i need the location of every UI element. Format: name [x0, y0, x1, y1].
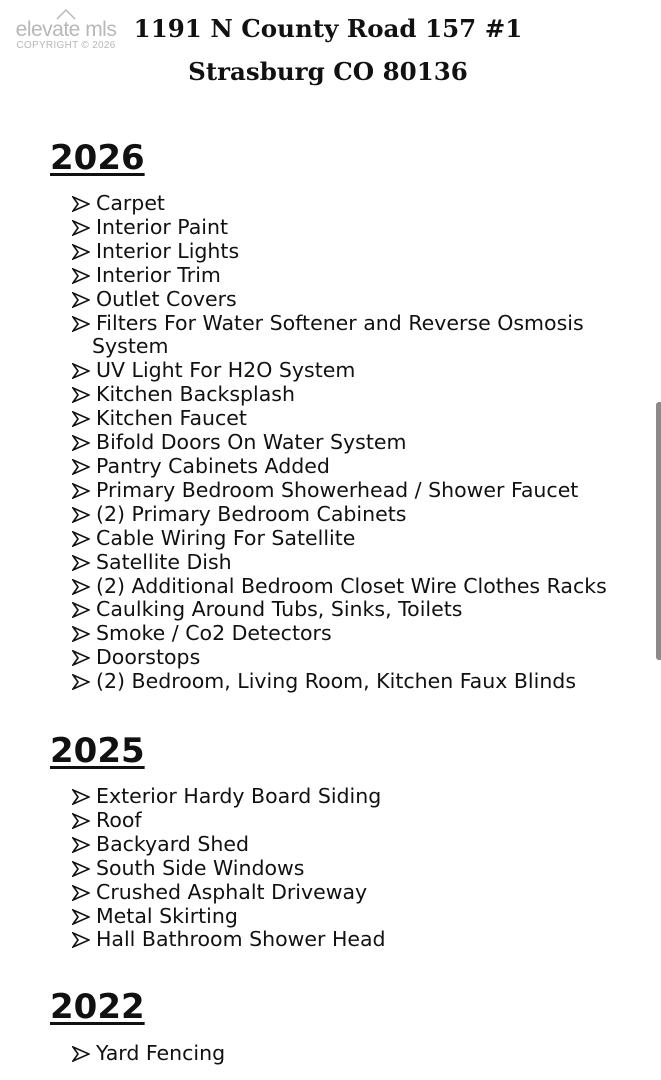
list-item: Roof: [72, 809, 632, 833]
watermark-brand: elevate mls: [15, 18, 117, 41]
arrowhead-bullet-icon: [72, 411, 90, 427]
year-heading-2022: 2022: [50, 987, 145, 1027]
arrowhead-bullet-icon: [72, 316, 90, 332]
list-item: (2) Additional Bedroom Closet Wire Clothes Racks: [72, 575, 632, 599]
list-item: Pantry Cabinets Added: [72, 455, 632, 479]
list-item: Crushed Asphalt Driveway: [72, 881, 632, 905]
list-item: Cable Wiring For Satellite: [72, 527, 632, 551]
year-heading-2026: 2026: [50, 138, 145, 178]
arrowhead-bullet-icon: [72, 363, 90, 379]
arrowhead-bullet-icon: [72, 507, 90, 523]
scroll-indicator[interactable]: [656, 402, 661, 660]
list-item: Primary Bedroom Showerhead / Shower Faucet: [72, 479, 632, 503]
list-item: Carpet: [72, 192, 632, 216]
list-item: Outlet Covers: [72, 288, 632, 312]
elevate-mls-watermark: [4, 8, 128, 51]
arrowhead-bullet-icon: [72, 531, 90, 547]
improvements-list-2022: [72, 1042, 632, 1066]
list-item: Kitchen Backsplash: [72, 383, 632, 407]
list-item: Smoke / Co2 Detectors: [72, 622, 632, 646]
list-item: (2) Primary Bedroom Cabinets: [72, 503, 632, 527]
arrowhead-bullet-icon: [72, 483, 90, 499]
year-heading-2025: 2025: [50, 731, 145, 771]
arrowhead-bullet-icon: [72, 674, 90, 690]
list-item: Satellite Dish: [72, 551, 632, 575]
list-item: Interior Trim: [72, 264, 632, 288]
arrowhead-bullet-icon: [72, 626, 90, 642]
list-item-continuation: System: [92, 334, 169, 359]
list-item: Kitchen Faucet: [72, 407, 632, 431]
list-item: Metal Skirting: [72, 905, 632, 929]
list-item: Doorstops: [72, 646, 632, 670]
arrowhead-bullet-icon: [72, 459, 90, 475]
list-item: (2) Bedroom, Living Room, Kitchen Faux Blinds: [72, 670, 632, 694]
arrowhead-bullet-icon: [72, 196, 90, 212]
list-item: Bifold Doors On Water System: [72, 431, 632, 455]
list-item: Caulking Around Tubs, Sinks, Toilets: [72, 598, 632, 622]
arrowhead-bullet-icon: [72, 909, 90, 925]
arrowhead-bullet-icon: [72, 268, 90, 284]
arrowhead-bullet-icon: [72, 602, 90, 618]
arrowhead-bullet-icon: [72, 932, 90, 948]
arrowhead-bullet-icon: [72, 579, 90, 595]
list-item: Interior Lights: [72, 240, 632, 264]
arrowhead-bullet-icon: [72, 244, 90, 260]
list-item: Hall Bathroom Shower Head: [72, 928, 632, 952]
list-item: Yard Fencing: [72, 1042, 632, 1066]
list-item: Exterior Hardy Board Siding: [72, 785, 632, 809]
improvements-list-2025: [72, 785, 632, 952]
arrowhead-bullet-icon: [72, 650, 90, 666]
list-item: Filters For Water Softener and Reverse Osmosis System: [72, 312, 632, 360]
address-line-1: 1191 N County Road 157 #1: [133, 14, 523, 43]
list-item: South Side Windows: [72, 857, 632, 881]
arrowhead-bullet-icon: [72, 861, 90, 877]
arrowhead-bullet-icon: [72, 220, 90, 236]
arrowhead-bullet-icon: [72, 435, 90, 451]
list-item: Interior Paint: [72, 216, 632, 240]
arrowhead-bullet-icon: [72, 789, 90, 805]
list-item: UV Light For H2O System: [72, 359, 632, 383]
arrowhead-bullet-icon: [72, 813, 90, 829]
arrowhead-bullet-icon: [72, 1046, 90, 1062]
watermark-copyright: COPYRIGHT © 2026: [16, 40, 116, 51]
arrowhead-bullet-icon: [72, 555, 90, 571]
list-item: Backyard Shed: [72, 833, 632, 857]
improvements-list-2026: [72, 192, 632, 694]
arrowhead-bullet-icon: [72, 292, 90, 308]
arrowhead-bullet-icon: [72, 387, 90, 403]
arrowhead-bullet-icon: [72, 885, 90, 901]
arrowhead-bullet-icon: [72, 837, 90, 853]
address-line-2: Strasburg CO 80136: [188, 57, 468, 86]
